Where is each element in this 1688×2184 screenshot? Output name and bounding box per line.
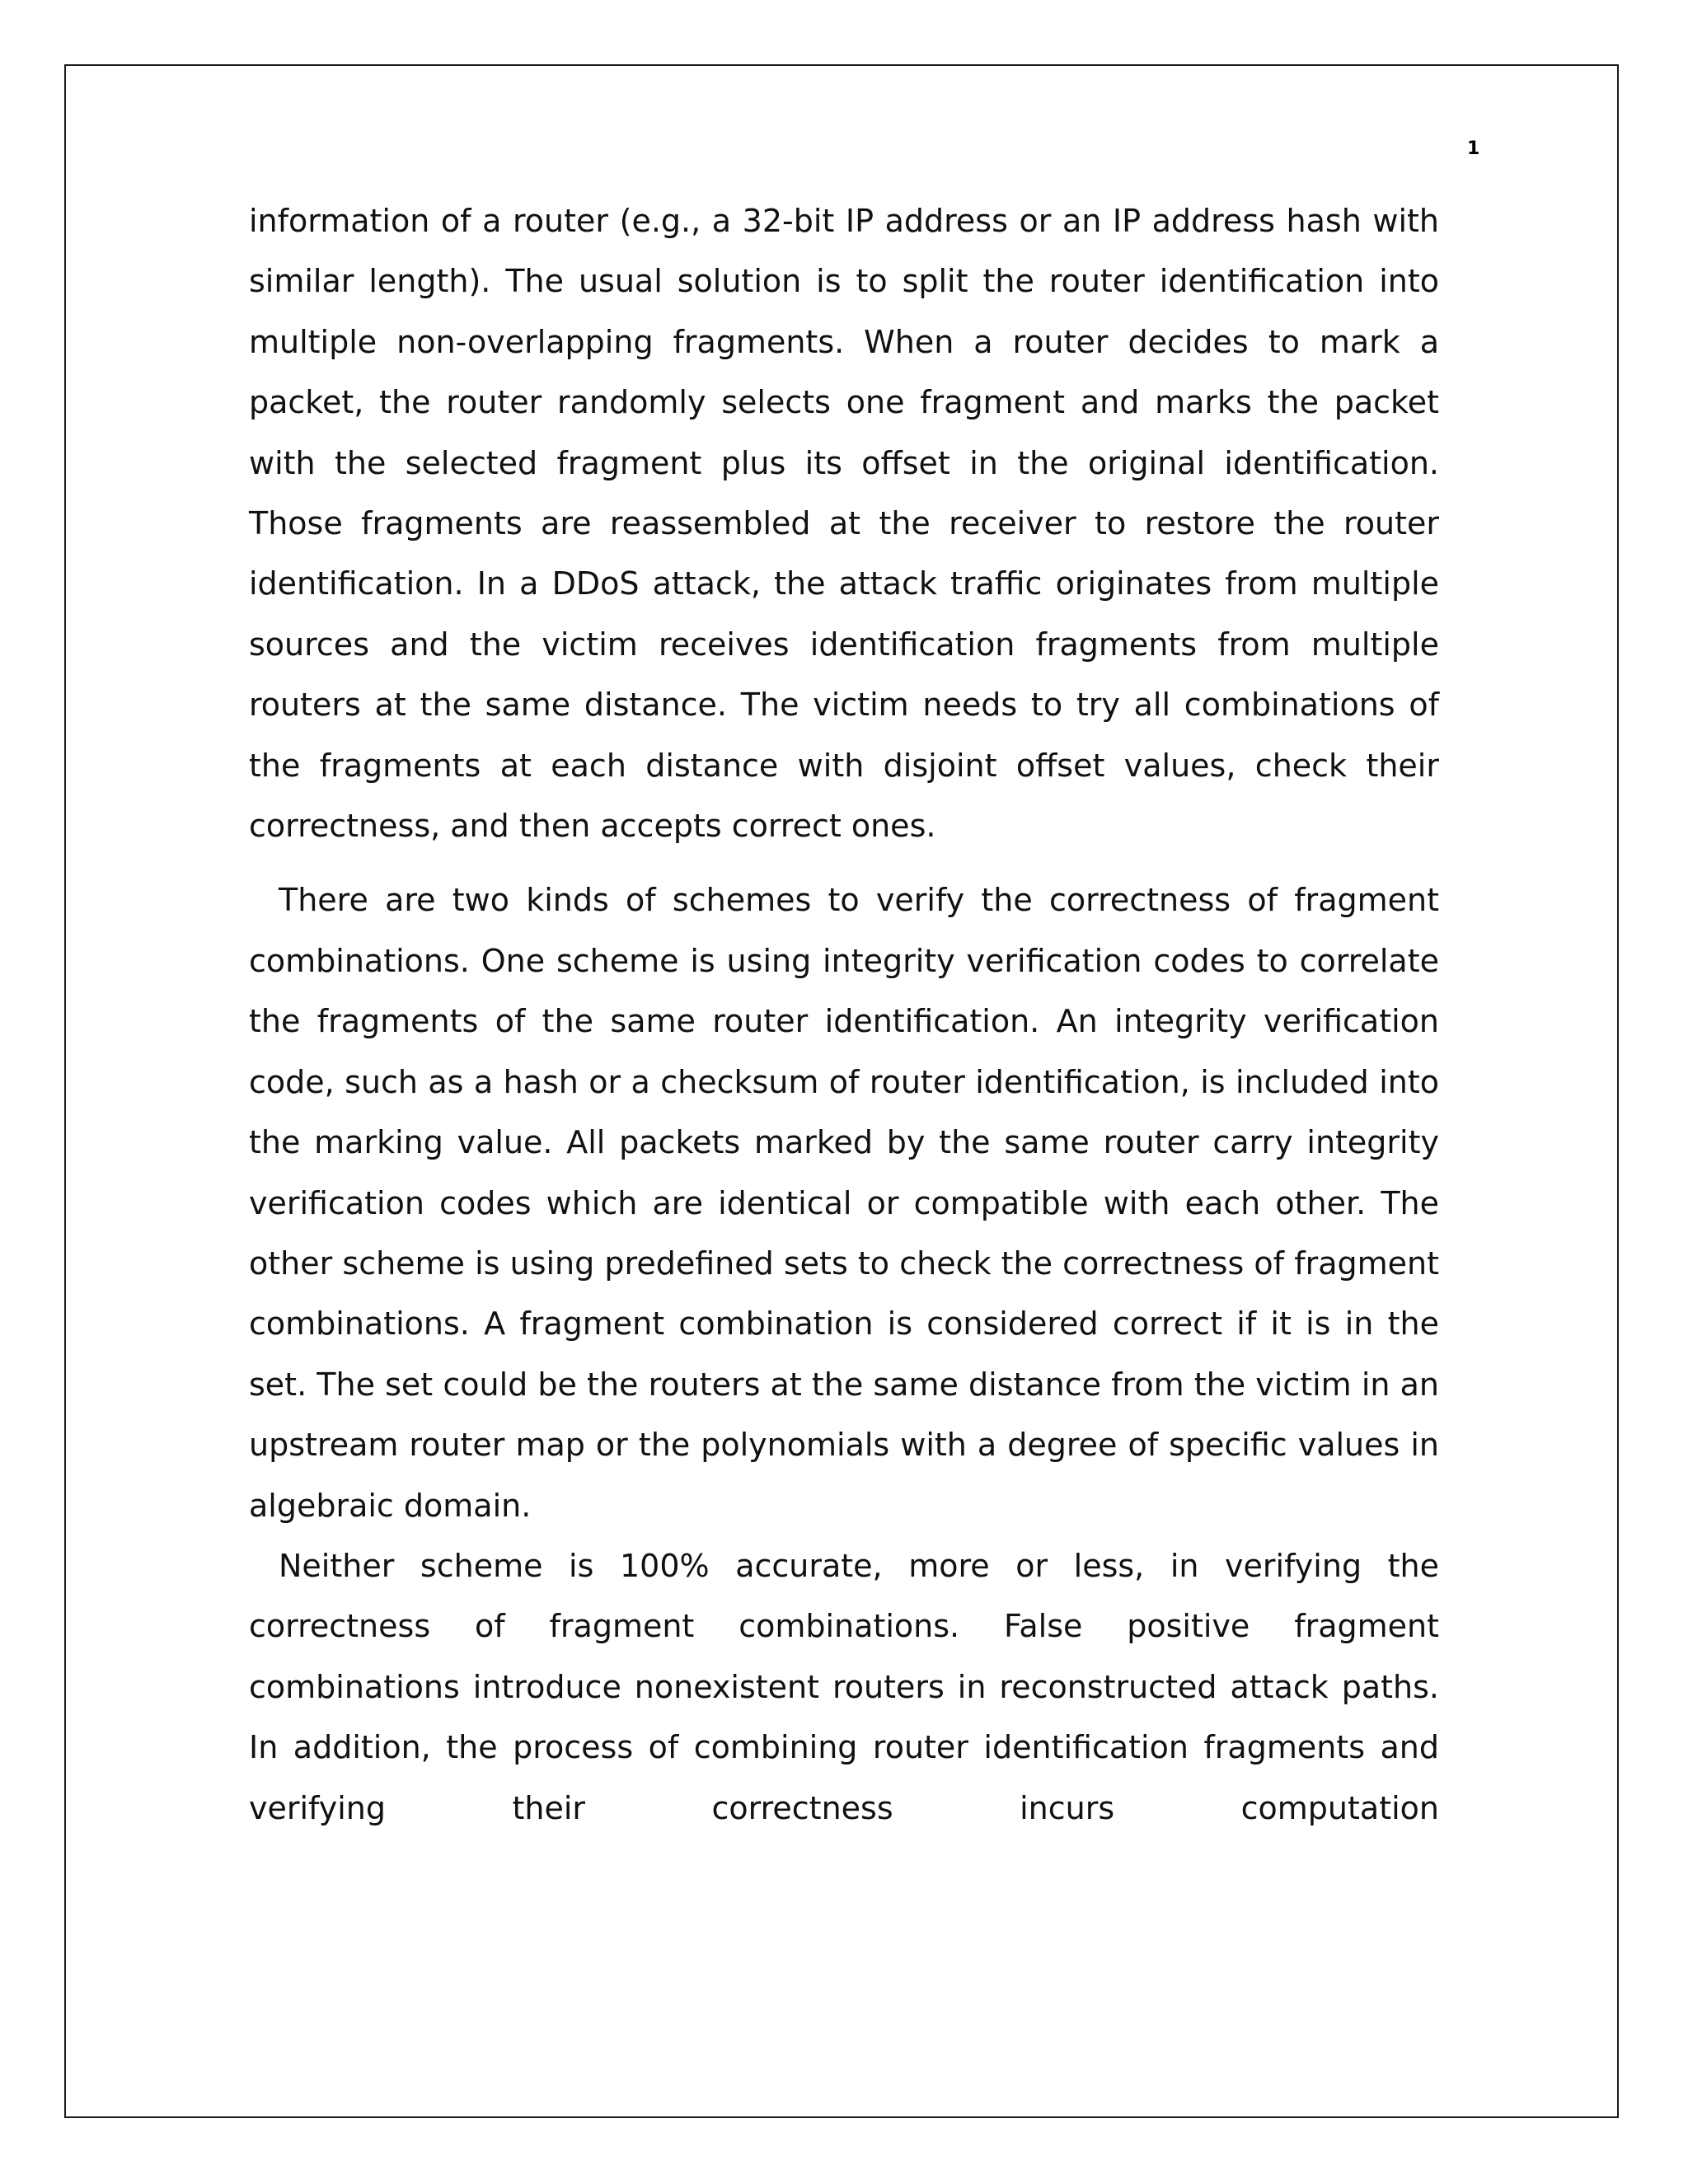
document-body: [249, 191, 1439, 1839]
paragraph-1: information of a router (e.g., a 32-bit IP address or an IP address hash with similar length). The usual solution is to split the router identification into multiple non-overlapping fragments. When a router decides to mark a packet, the router randomly selects one fragment and marks the packet with the selected fragment plus its offset in the original identification. Those fragments are reassembled at the receiver to restore the router identification. In a DDoS attack, the attack traffic originates from multiple sources and the victim receives identification fragments from multiple routers at the same distance. The victim needs to try all combinations of the fragments at each distance with disjoint offset values, check their correctness, and then accepts correct ones.: [249, 203, 1439, 845]
paragraph-2: There are two kinds of schemes to verify the correctness of fragment combinations. One scheme is using integrity verification codes to correlate the fragments of the same router identification. An integrity verification code, such as a hash or a checksum of router identification, is included into the marking value. All packets marked by the same router carry integrity verification codes which are identical or compatible with each other. The other scheme is using predefined sets to check the correctness of fragment combinations. A fragment combination is considered correct if it is in the set. The set could be the routers at the same distance from the victim in an upstream router map or the polynomials with a degree of specific values in algebraic domain.: [249, 882, 1439, 1524]
paragraph-3: Neither scheme is 100% accurate, more or less, in verifying the correctness of fragment combinations. False positive fragment combinations introduce nonexistent routers in reconstructed attack paths. In addition, the process of combining router identification fragments and verifying their correctness incurs computation: [249, 1547, 1439, 1826]
page-number: 1: [1467, 138, 1480, 159]
